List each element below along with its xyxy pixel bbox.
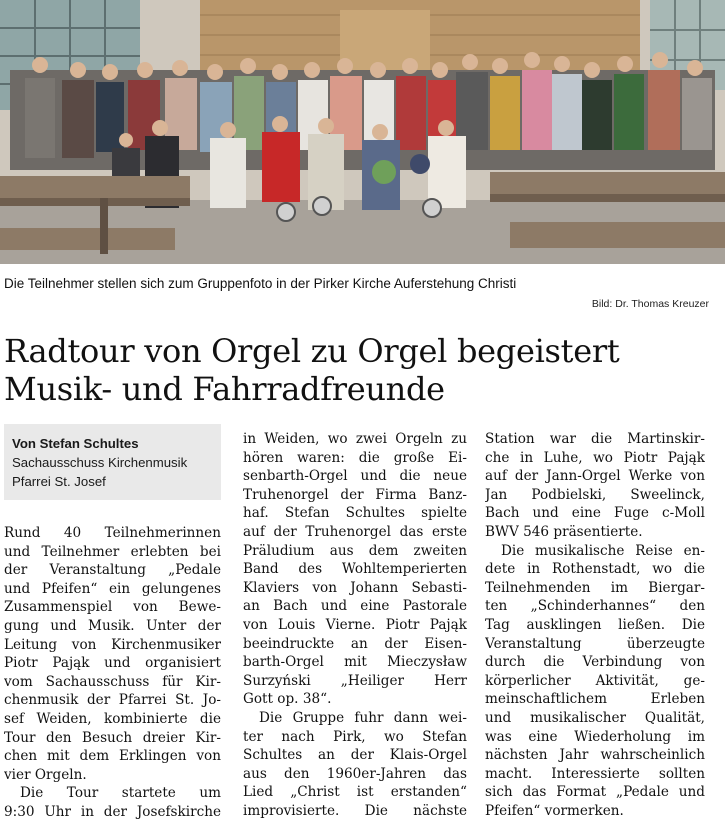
text-line: senbarth-Orgel und die neue (243, 468, 467, 485)
text-line: Teilnehmenden im Biergar- (485, 579, 705, 596)
text-line: Truhenorgel der Firma Banz- (243, 486, 467, 503)
group-photo (0, 0, 725, 264)
text-line: improvisierte. Die nächste (243, 802, 467, 819)
text-line: che in Luhe, wo Piotr Pająk (485, 449, 705, 466)
text-line: Pfeifen“ vormerken. (485, 802, 624, 819)
text-line: Bach und eine Fuge c-Moll (485, 505, 705, 522)
text-line: Zusammenspiel von Bewe- (4, 599, 221, 616)
text-line: Die Gruppe fuhr dann wei- (259, 709, 467, 726)
text-line: gung und Musik. Unter der (4, 617, 221, 634)
headline-line: Musik- und Fahrradfreunde (4, 370, 445, 408)
author-department: Sachausschuss Kirchenmusik (12, 455, 188, 470)
text-line: chenmusik der Pfarrei St. Jo- (4, 692, 221, 709)
text-line: Station war die Martinskir- (485, 431, 705, 447)
text-line: Jan Podbielski, Sweelinck, (485, 486, 705, 503)
text-line: Tour den Besuch dreier Kir- (4, 729, 221, 746)
text-line: Lied „Christ ist erstanden“ (243, 784, 467, 801)
article-column-2 (243, 430, 467, 820)
text-line: Leitung von Kirchenmusiker (4, 636, 221, 653)
text-line: und Teilnehmer erlebten bei (4, 543, 221, 560)
article-column-3 (485, 430, 705, 820)
text-line: 9:30 Uhr in der Josefskirche (4, 803, 221, 820)
text-line: sef Weiden, kombinierte die (4, 710, 221, 727)
text-line: chen mit dem Erklingen von (4, 748, 221, 765)
text-line: in Weiden, wo zwei Orgeln zu (243, 431, 467, 447)
text-line: Surzyński „Heiliger Herr (243, 672, 467, 689)
article-column-1 (4, 524, 221, 822)
text-line: Präludium aus dem zweiten (243, 542, 467, 559)
photo-credit: Bild: Dr. Thomas Kreuzer (591, 298, 709, 310)
text-line: ter nach Pirk, wo Stefan (243, 728, 467, 745)
text-line: Piotr Pająk und organisiert (4, 655, 221, 672)
text-line: Schultes an der Klais-Orgel (243, 747, 467, 764)
text-line: was eine Wiederholung im (485, 728, 705, 745)
text-line: Die musikalische Reise en- (501, 542, 705, 559)
text-line: BWV 546 präsentierte. (485, 523, 643, 540)
author-name: Von Stefan Schultes (12, 436, 139, 451)
text-line: vier Orgeln. (4, 766, 87, 783)
text-line: von Louis Vierne. Piotr Pająk (243, 616, 467, 633)
text-line: Gott op. 38“. (243, 691, 332, 708)
text-line: Tag ausklingen ließen. Die (485, 616, 705, 633)
text-line: beeindruckte an der Eisen- (243, 635, 467, 652)
text-line: Band des Wohltemperierten (243, 561, 467, 578)
article-headline (4, 332, 719, 408)
author-parish: Pfarrei St. Josef (12, 474, 106, 489)
headline-line: Radtour von Orgel zu Orgel begeistert (4, 332, 620, 370)
text-line: macht. Interessierte sollten (485, 765, 705, 782)
text-line: auf der Truhenorgel das erste (243, 523, 467, 540)
author-box (4, 424, 221, 500)
text-line: vom Sachausschuss für Kir- (4, 673, 221, 690)
group-photo-icon (0, 0, 725, 264)
text-line: und musikalischer Qualität, (485, 709, 705, 726)
text-line: aus den 1960er-Jahren das (243, 765, 467, 782)
text-line: barth-Orgel mit Mieczysław (243, 654, 467, 671)
text-line: Klaviers von Johann Sebasti- (243, 579, 467, 596)
text-line: meinschaftlichem Erleben (485, 691, 705, 708)
text-line: körperlicher Aktivität, ge- (485, 672, 705, 689)
text-line: der Veranstaltung „Pedale (4, 562, 221, 579)
text-line: durch die Verbindung von (485, 654, 705, 671)
text-line: nächsten Jahr wahrscheinlich (485, 747, 705, 764)
text-line: an Bach und eine Pastorale (243, 598, 467, 615)
text-line: Veranstaltung überzeugte (485, 635, 705, 652)
text-line: auf der Jann-Orgel Werke von (485, 468, 705, 485)
text-line: sich das Format „Pedale und (485, 784, 705, 801)
text-line: hören waren: die große Ei- (243, 449, 467, 466)
text-line: dete in Rothenstadt, wo die (485, 561, 705, 578)
photo-caption: Die Teilnehmer stellen sich zum Gruppenfoto in der Pirker Kirche Auferstehung Christi (4, 276, 517, 291)
text-line: Rund 40 Teilnehmerinnen (4, 525, 221, 541)
text-line: ten „Schinderhannes“ den (485, 598, 705, 615)
text-line: und Pfeifen“ ein gelungenes (4, 580, 221, 597)
text-line: haf. Stefan Schultes spielte (243, 505, 467, 522)
text-line: Die Tour startete um (20, 785, 221, 802)
